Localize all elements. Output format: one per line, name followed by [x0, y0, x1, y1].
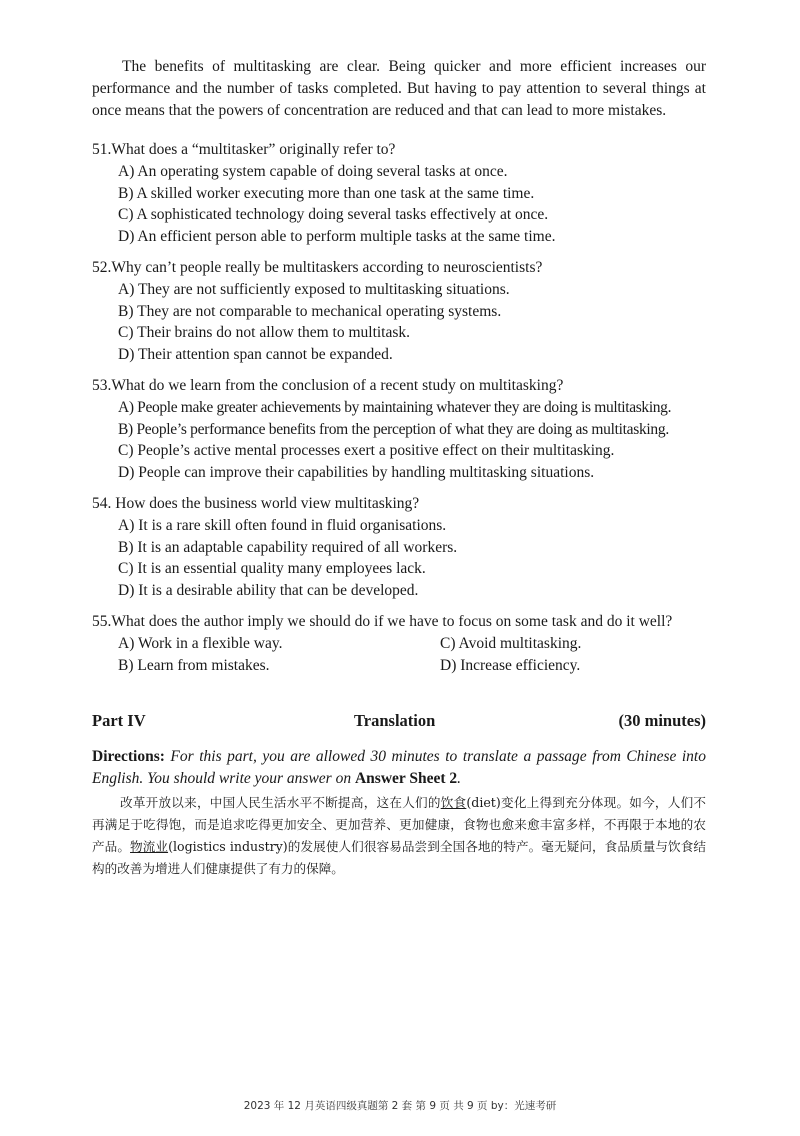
page-footer: 2023 年 12 月英语四级真题第 2 套 第 9 页 共 9 页 by：光速考研: [243, 1100, 557, 1112]
option-b: B) Learn from mistakes.: [118, 656, 270, 674]
option-c: C) A sophisticated technology doing several tasks effectively at once.: [118, 206, 549, 223]
part-header: [92, 710, 706, 732]
translation-term-diet: 饮食: [440, 795, 467, 810]
option-grid: [92, 633, 706, 676]
option-c: C) Their brains do not allow them to multitask.: [118, 324, 411, 341]
option-d: D) People can improve their capabilities by handling multitasking situations.: [118, 463, 595, 481]
option-b: B) A skilled worker executing more than one task at the same time.: [118, 184, 535, 202]
question-53: [92, 375, 706, 483]
option-c: C) Avoid multitasking.: [440, 635, 582, 652]
option-d: D) Increase efficiency.: [440, 656, 581, 674]
option-c: C) It is an essential quality many employees lack.: [118, 560, 426, 577]
question-stem: 51.What does a “multitasker” originally refer to?: [92, 141, 396, 158]
directions: [92, 746, 706, 790]
directions-end: .: [457, 770, 462, 787]
option-b: B) It is an adaptable capability required of all workers.: [118, 538, 458, 556]
option-b: B) They are not comparable to mechanical operating systems.: [118, 302, 502, 320]
option-a: A) An operating system capable of doing several tasks at once.: [118, 163, 508, 180]
part-title: Translation: [354, 711, 436, 730]
part-label: Part IV: [92, 711, 146, 730]
option-a: A) They are not sufficiently exposed to multitasking situations.: [118, 281, 510, 298]
translation-segment: (logistics industry)的发展使人们很容易品尝到全国各地的特产。毫无疑问，食品质量与饮食结构的改善为增进人们健康提供了有力的保障。: [92, 839, 706, 876]
question-54: [92, 493, 706, 601]
exam-page: [92, 56, 706, 880]
option-c: C) People’s active mental processes exert a positive effect on their multitasking.: [118, 442, 615, 459]
translation-term-logistics: 物流业: [130, 839, 169, 854]
translation-passage: [92, 792, 706, 880]
question-55: [92, 611, 706, 676]
option-d: D) An efficient person able to perform multiple tasks at the same time.: [118, 227, 556, 245]
translation-segment: 改革开放以来，中国人民生活水平不断提高，这在人们的: [120, 795, 441, 810]
option-d: D) Their attention span cannot be expanded.: [118, 345, 393, 363]
option-a: A) People make greater achievements by maintaining whatever they are doing is multitasking.: [118, 399, 672, 416]
answer-sheet-ref: Answer Sheet 2: [354, 770, 458, 787]
question-52: [92, 257, 706, 365]
question-stem: 55.What does the author imply we should do if we have to focus on some task and do it well?: [92, 613, 673, 630]
directions-text: For this part, you are allowed 30 minutes to translate a passage from Chinese into English. You should write your answer on: [92, 748, 706, 787]
translation-segment: (diet)变化上得到充分体现。如今，人们不再满足于吃得饱，而是追求吃得更加安全、更加营养、更加健康，食物也愈来愈丰富多样，不再限于本地的农产品。: [92, 795, 707, 854]
option-b: B) People’s performance benefits from the perception of what they are doing as multitasking.: [118, 420, 669, 438]
part-time: (30 minutes): [618, 711, 706, 730]
question-51: [92, 139, 706, 247]
question-stem: 53.What do we learn from the conclusion of a recent study on multitasking?: [92, 377, 564, 394]
passage-paragraph: The benefits of multitasking are clear. Being quicker and more efficient increases our performance and the number of tasks completed. But having to pay attention to several things at once means that the powers of concentration are reduced and that can lead to more mistakes.: [92, 58, 706, 119]
question-stem: 54. How does the business world view multitasking?: [92, 495, 420, 512]
question-stem: 52.Why can’t people really be multitaskers according to neuroscientists?: [92, 259, 543, 276]
directions-label: Directions:: [92, 748, 165, 765]
option-a: A) Work in a flexible way.: [118, 635, 283, 652]
option-a: A) It is a rare skill often found in fluid organisations.: [118, 517, 447, 534]
option-d: D) It is a desirable ability that can be developed.: [118, 581, 419, 599]
